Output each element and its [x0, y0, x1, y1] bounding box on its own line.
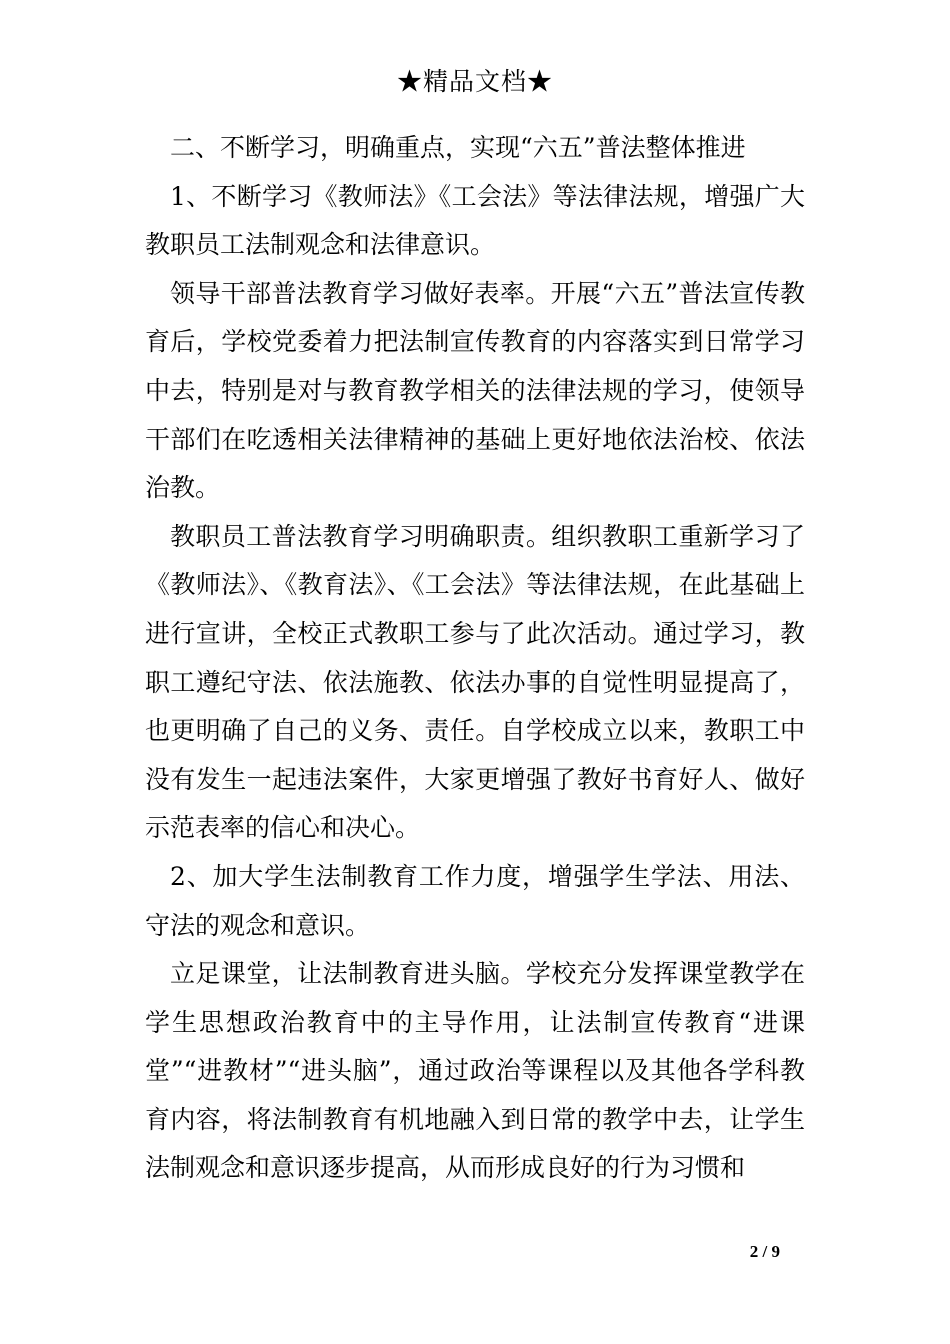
page-number: 2 / 9	[749, 1242, 780, 1261]
paragraph: 教职员工普法教育学习明确职责。组织教职工重新学习了《教师法》、《教育法》、《工会法》等法律法规，在此基础上进行宣讲，全校正式教职工参与了此次活动。通过学习，教职工遵纪守法、依法施教、依法办事的自觉性明显提高了，也更明确了自己的义务、责任。自学校成立以来，教职工中没有发生一起违法案件，大家更增强了教好书育好人、做好示范表率的信心和决心。	[145, 521, 805, 843]
paragraph: 1、不断学习《教师法》《工会法》等法律法规，增强广大教职员工法制观念和法律意识。	[145, 181, 805, 260]
paragraph: 领导干部普法教育学习做好表率。开展“六五”普法宣传教育后，学校党委着力把法制宣传教育的内容落实到日常学习中去，特别是对与教育教学相关的法律法规的学习，使领导干部们在吃透相关法律精神的基础上更好地依法治校、依法治教。	[145, 278, 805, 503]
document-body	[145, 124, 805, 1193]
paragraph: 立足课堂，让法制教育进头脑。学校充分发挥课堂教学在学生思想政治教育中的主导作用，让法制宣传教育“进课堂”“进教材”“进头脑”，通过政治等课程以及其他各学科教育内容，将法制教育有机地融入到日常的教学中去，让学生法制观念和意识逐步提高，从而形成良好的行为习惯和	[145, 959, 805, 1183]
section-heading: 二、不断学习，明确重点，实现“六五”普法整体推进	[170, 133, 746, 162]
page-header-title: ★精品文档★	[396, 67, 553, 96]
paragraph: 2、加大学生法制教育工作力度，增强学生学法、用法、守法的观念和意识。	[145, 861, 805, 940]
